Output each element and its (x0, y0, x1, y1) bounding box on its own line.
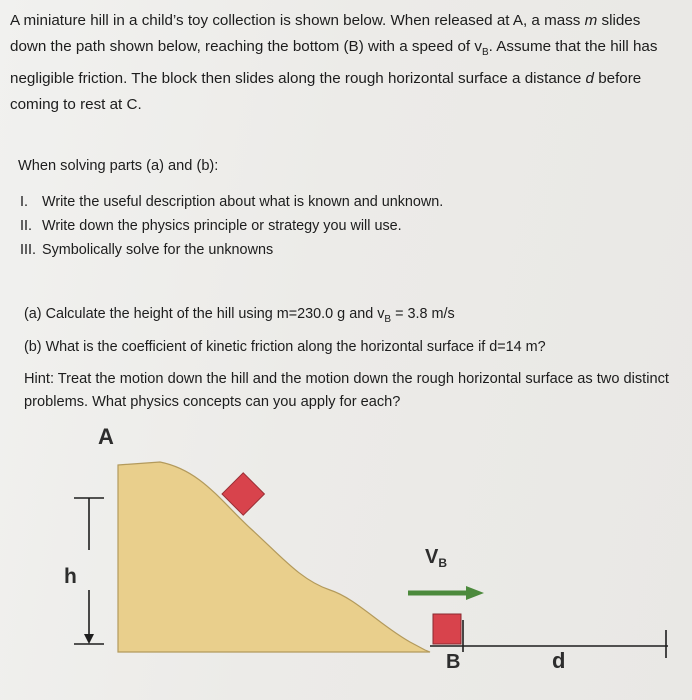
label-v-subscript: B (438, 556, 448, 570)
intro-part-2: slides down the path shown below, reaching the bottom (B) with a speed of v (10, 12, 641, 55)
step-text: Write down the physics principle or strategy you will use. (42, 218, 402, 234)
question-a (24, 306, 455, 325)
label-b: B (446, 651, 461, 673)
hill-shape (118, 462, 430, 652)
label-v (425, 546, 447, 570)
label-d: d (552, 648, 566, 673)
height-arrowhead (84, 634, 94, 644)
speed-subscript: B (481, 47, 489, 59)
intro-part-1: A miniature hill in a child’s toy collection is shown below. When released at A, a mass (10, 12, 585, 29)
velocity-arrowhead (466, 586, 484, 600)
intro-part-3: . Assume that the hill has negligible friction. The block then slides along the rough horizontal surface a distance (10, 38, 658, 88)
mass-symbol: m (584, 12, 598, 29)
question-b: (b) What is the coefficient of kinetic friction along the horizontal surface if d=14 m? (24, 339, 546, 355)
step-text: Write the useful description about what is known and unknown. (42, 194, 444, 210)
step-item (20, 190, 443, 214)
distance-symbol: d (585, 70, 594, 88)
label-h: h (64, 565, 77, 588)
label-v-main: V (425, 546, 439, 568)
problem-statement (10, 8, 678, 118)
question-a-part-1: (a) Calculate the height of the hill using m=230.0 g and v (24, 306, 385, 322)
step-number: II. (20, 218, 32, 234)
block-at-b (433, 614, 461, 644)
question-a-part-2: = 3.8 m/s (391, 306, 455, 322)
step-number: III. (20, 242, 36, 258)
step-item (20, 214, 443, 238)
step-number: I. (20, 194, 28, 210)
instruction-steps (20, 190, 443, 262)
instructions-lead: When solving parts (a) and (b): (18, 158, 219, 174)
step-item (20, 238, 443, 262)
hill-diagram (0, 420, 692, 700)
intro-part-4: before coming to rest at C. (10, 70, 642, 114)
hint-text: Hint: Treat the motion down the hill and the motion down the rough horizontal surface as two distinct problems. What physics concepts can you apply for each? (24, 371, 669, 410)
step-text: Symbolically solve for the unknowns (42, 242, 274, 258)
label-a: A (98, 424, 114, 449)
question-a-subscript: B (384, 313, 392, 325)
